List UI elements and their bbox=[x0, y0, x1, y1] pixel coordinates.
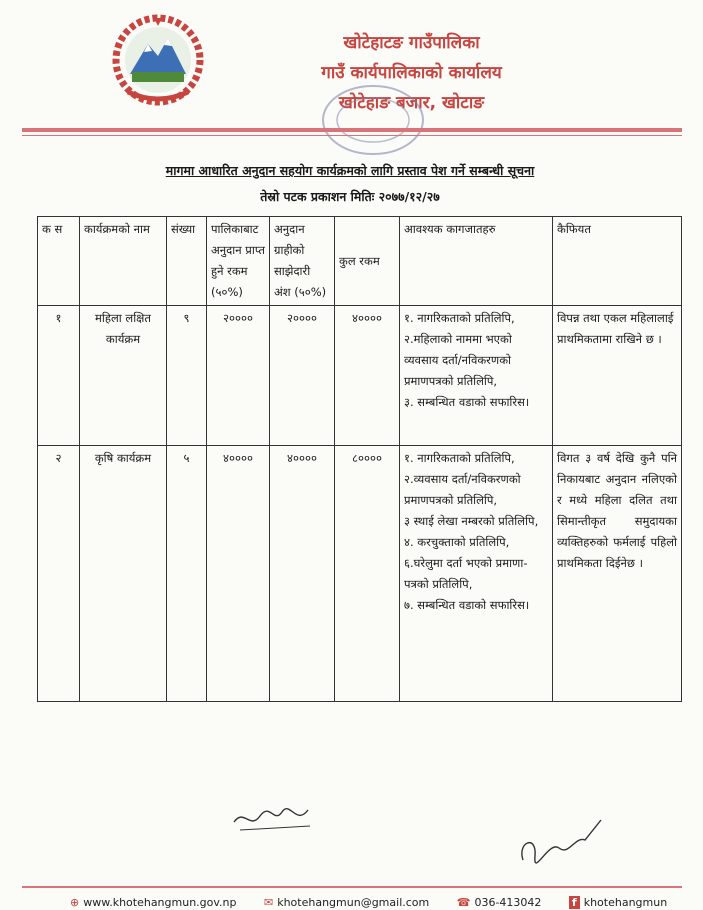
cell-municipal-amount: ४०००० bbox=[207, 446, 270, 702]
doc-item: ६.घरेलुमा दर्ता भएको प्रमाणा-पत्रको प्रतिलिपि, bbox=[404, 556, 528, 591]
doc-item: २.महिलाको नाममा भएको व्यवसाय दर्ता/नविकरणको प्रमाणपत्रको प्रतिलिपि, bbox=[404, 332, 512, 388]
envelope-icon: ✉ bbox=[264, 896, 274, 909]
footer-rule bbox=[22, 886, 682, 888]
footer-facebook[interactable]: f khotehangmun bbox=[569, 896, 667, 909]
table-row bbox=[38, 306, 682, 446]
col-header-municipal-amount: पालिकाबाट अनुदान प्राप्त हुने रकम (५०%) bbox=[207, 217, 270, 306]
col-header-sn: क स bbox=[38, 217, 80, 306]
col-header-count: संख्या bbox=[167, 217, 207, 306]
header-office-name: गाउँ कार्यपालिकाको कार्यालय bbox=[321, 63, 502, 83]
notice-title: मागमा आधारित अनुदान सहयोग कार्यक्रमको लागि प्रस्ताव पेश गर्ने सम्बन्धी सूचना bbox=[165, 163, 535, 178]
footer-email[interactable]: ✉ khotehangmun@gmail.com bbox=[264, 896, 430, 909]
cell-program: कृषि कार्यक्रम bbox=[80, 446, 167, 702]
table-header-row bbox=[38, 217, 682, 306]
header-rule-thick bbox=[22, 128, 682, 132]
globe-icon: ⊕ bbox=[70, 896, 80, 909]
doc-item: ३ स्थाई लेखा नम्बरको प्रतिलिपि, bbox=[404, 514, 539, 528]
signature-right-icon bbox=[515, 812, 605, 872]
cell-count: ५ bbox=[167, 446, 207, 702]
phone-icon: ☎ bbox=[456, 896, 471, 909]
doc-item: ७. सम्बन्धित वडाको सफारिस। bbox=[404, 598, 530, 612]
facebook-icon: f bbox=[569, 896, 580, 909]
col-header-total: कुल रकम bbox=[335, 217, 400, 306]
signature-left-icon bbox=[230, 800, 320, 840]
cell-partner-share: ४०००० bbox=[270, 446, 335, 702]
cell-remarks: विपन्न तथा एकल महिलालाई प्राथमिकतामा राखिने छ । bbox=[553, 306, 682, 446]
cell-count: ९ bbox=[167, 306, 207, 446]
cell-total: ८०००० bbox=[335, 446, 400, 702]
cell-sn: १ bbox=[38, 306, 80, 446]
doc-item: ३. सम्बन्धित वडाको सफारिस। bbox=[404, 395, 530, 409]
header-rule-thin bbox=[22, 135, 682, 136]
cell-remarks: विगत ३ वर्ष देखि कुनै पनि निकायबाट अनुदान नलिएको र मध्ये महिला दलित तथा सिमान्तीकृत समुदायका व्यक्तिहरुको फर्मलाई पहिलो प्राथमिकता दिईनेछ । bbox=[553, 446, 682, 702]
cell-partner-share: २०००० bbox=[270, 306, 335, 446]
col-header-documents: आवश्यक कागजातहरु bbox=[400, 217, 553, 306]
cell-sn: २ bbox=[38, 446, 80, 702]
cell-documents bbox=[400, 306, 553, 446]
cell-documents bbox=[400, 446, 553, 702]
notice-subtitle: तेस्रो पटक प्रकाशन मितिः २०७७/१२/२७ bbox=[260, 189, 440, 204]
footer-website[interactable]: ⊕ www.khotehangmun.gov.np bbox=[70, 896, 237, 909]
table-row bbox=[38, 446, 682, 702]
col-header-program: कार्यक्रमको नाम bbox=[80, 217, 167, 306]
cell-municipal-amount: २०००० bbox=[207, 306, 270, 446]
doc-item: ४. करचुक्ताको प्रतिलिपि, bbox=[404, 535, 510, 549]
office-stamp-icon bbox=[318, 82, 428, 160]
cell-total: ४०००० bbox=[335, 306, 400, 446]
header-municipality-name: खोटेहाटङ गाउँपालिका bbox=[343, 33, 480, 53]
header-address: खोटेहाङ बजार, खोटाङ bbox=[338, 93, 485, 113]
doc-item: १. नागरिकताको प्रतिलिपि, bbox=[404, 451, 515, 465]
program-table bbox=[37, 216, 682, 702]
doc-item: १. नागरिकताको प्रतिलिपि, bbox=[404, 311, 515, 325]
footer-contacts bbox=[70, 896, 670, 909]
col-header-partner-share: अनुदान ग्राहीको साझेदारी अंश (५०%) bbox=[270, 217, 335, 306]
doc-item: २.व्यवसाय दर्ता/नविकरणको प्रमाणपत्रको प्रतिलिपि, bbox=[404, 472, 521, 507]
footer-phone: ☎ 036-413042 bbox=[456, 896, 542, 909]
col-header-remarks: कैफियत bbox=[553, 217, 682, 306]
cell-program: महिला लक्षित कार्यक्रम bbox=[80, 306, 167, 446]
